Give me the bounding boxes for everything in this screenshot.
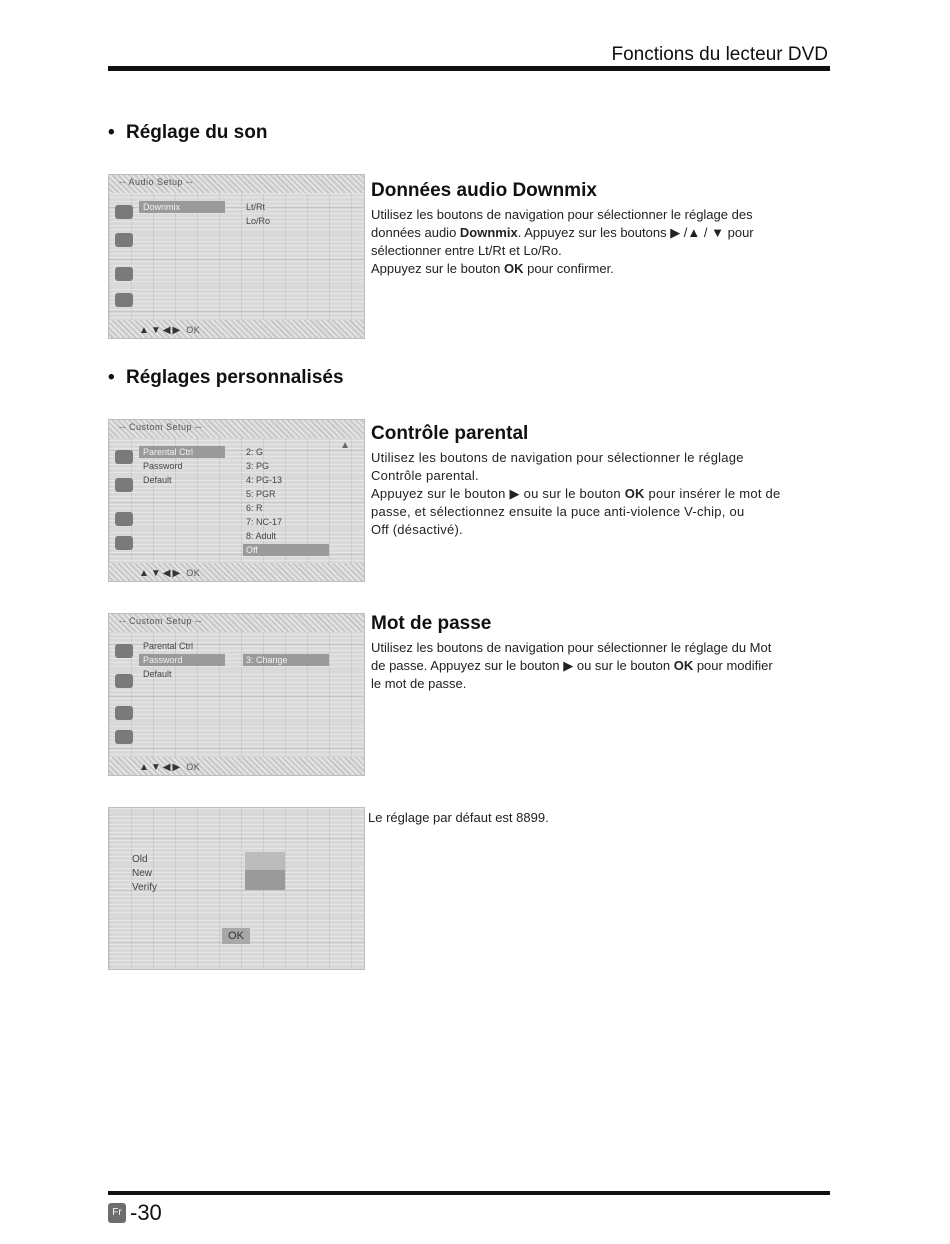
osd-value: Lo/Ro [246, 216, 271, 226]
password-new-label: New [132, 868, 153, 879]
paragraph: Utilisez les boutons de navigation pour sélectionner le réglage des données audio Downmix. Appuyez sur les boutons ▶ /▲ / ▼ pour sélectionner entre Lt/Rt et Lo/Ro. [371, 207, 754, 258]
osd-item-downmix: Downmix [139, 201, 225, 213]
bullet: • [108, 122, 115, 143]
disc-icon [115, 478, 133, 492]
default-password-note: Le réglage par défaut est 8899. [368, 810, 549, 825]
osd-value: Lt/Rt [246, 202, 266, 212]
password-title: Mot de passe [371, 613, 492, 634]
speaker-icon [115, 450, 133, 464]
osd-item: Password [139, 654, 225, 666]
osd-value: 3: PG [246, 461, 270, 471]
paragraph: Utilisez les boutons de navigation pour sélectionner le réglage du Mot de passe. Appuyez sur le bouton ▶ ou sur le bouton OK pour modifier le mot de passe. [371, 640, 773, 691]
osd-item: Default [143, 669, 172, 679]
tools-icon [115, 512, 133, 526]
language-fr-icon: Fr [108, 1203, 126, 1223]
video-icon [115, 536, 133, 550]
default-note-block [368, 809, 828, 827]
parental-title: Contrôle parental [371, 423, 529, 444]
custom-setup-screenshot-password [108, 613, 365, 776]
downmix-title: Données audio Downmix [371, 180, 597, 201]
downmix-description [371, 180, 831, 278]
disc-icon [115, 674, 133, 688]
video-icon [115, 293, 133, 307]
osd-item: Parental Ctrl [143, 641, 194, 651]
osd-item: Parental Ctrl [139, 446, 225, 458]
section-heading-custom: • Réglages personnalisés [108, 367, 344, 388]
paragraph: Utilisez les boutons de navigation pour sélectionner le réglage Contrôle parental. Appuyez sur le bouton ▶ ou sur le bouton OK pour insérer le mot de passe, et sélectionnez ensuite la puce anti-violence V-chip, ou Off (désactivé). [371, 450, 781, 537]
osd-nav-arrows: ▲▼◀▶ OK [139, 762, 201, 773]
osd-item: Password [143, 461, 183, 471]
parental-description [371, 423, 831, 539]
scroll-up-icon: ▲ [340, 440, 350, 451]
footer-rule [108, 1191, 830, 1195]
osd-value: 4: PG-13 [246, 475, 283, 485]
speaker-icon [115, 644, 133, 658]
audio-setup-screenshot [108, 174, 365, 339]
page-header-title: Fonctions du lecteur DVD [611, 44, 828, 65]
osd-nav-arrows: ▲▼◀▶ OK [139, 325, 201, 336]
osd-title: -- Custom Setup -- [119, 422, 203, 432]
header-rule [108, 66, 830, 71]
password-old-field [245, 852, 285, 872]
tools-icon [115, 706, 133, 720]
osd-item: Default [143, 475, 172, 485]
osd-value: 7: NC-17 [246, 517, 283, 527]
paragraph: Appuyez sur le bouton OK pour confirmer. [371, 261, 614, 276]
bullet: • [108, 367, 115, 388]
disc-icon [115, 233, 133, 247]
tools-icon [115, 267, 133, 281]
password-entry-screenshot [108, 807, 365, 970]
osd-title: -- Audio Setup -- [119, 177, 194, 187]
osd-title: -- Custom Setup -- [119, 616, 203, 626]
osd-value: 3: Change [243, 654, 329, 666]
password-old-label: Old [132, 854, 148, 865]
osd-value: 2: G [246, 447, 264, 457]
osd-value: 8: Adult [246, 531, 277, 541]
video-icon [115, 730, 133, 744]
osd-value: 5: PGR [246, 489, 276, 499]
password-verify-label: Verify [132, 882, 158, 893]
osd-value: Off [243, 544, 329, 556]
password-ok-button: OK [222, 928, 250, 944]
page-number: -30 [130, 1200, 162, 1225]
speaker-icon [115, 205, 133, 219]
password-new-field [245, 870, 285, 890]
osd-nav-arrows: ▲▼◀▶ OK [139, 568, 201, 579]
password-description [371, 613, 831, 693]
custom-setup-screenshot-parental [108, 419, 365, 582]
osd-value: 6: R [246, 503, 263, 513]
section-heading-sound: • Réglage du son [108, 122, 268, 143]
